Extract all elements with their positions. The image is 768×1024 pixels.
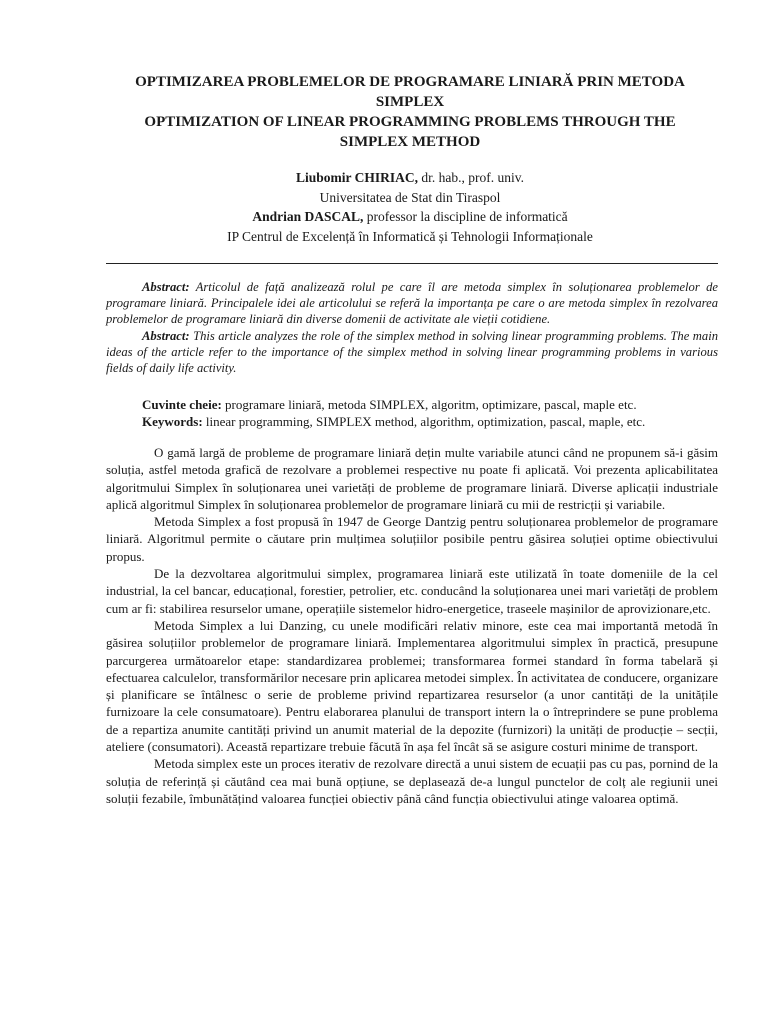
affiliation-2: IP Centrul de Excelență în Informatică și Tehnologii Informaționale [227, 228, 593, 244]
author-2-name: Andrian DASCAL, [252, 209, 364, 224]
abstract-ro [106, 279, 718, 328]
body-text [106, 444, 718, 807]
abstract-en [106, 328, 718, 377]
affiliation-1: Universitatea de Stat din Tiraspol [319, 189, 501, 205]
paper-title [100, 72, 720, 152]
keywords-en-label: Keywords: [142, 414, 203, 429]
abstract-en-text: This article analyzes the role of the simplex method in solving linear programming problems. The main ideas of the article refer to the importance of the simplex method in solving linear programming problems in various fields of daily life activity. [106, 328, 718, 376]
separator-rule [106, 263, 718, 264]
title-ro-line1: OPTIMIZAREA PROBLEMELOR DE PROGRAMARE LINIARĂ PRIN METODA [135, 74, 685, 90]
body-paragraph-1: O gamă largă de probleme de programare liniară dețin multe variabile atunci când ne propunem să-i găsim soluția, astfel metoda grafică de rezolvare a problemei respective nu poate fi aplicată. Voi prezenta aplicabilitatea algoritmului Simplex în soluționarea unei varietăți de probleme de programare liniară. Diverse aplicații industriale aplică algoritmul Simplex în soluționarea problemelor de programare liniară cu mii de restricții și variabile. [106, 445, 718, 512]
author-block [100, 168, 720, 246]
keywords-ro [106, 396, 718, 413]
author-1 [100, 168, 720, 188]
title-en-line1: OPTIMIZATION OF LINEAR PROGRAMMING PROBLEMS THROUGH THE [144, 114, 676, 130]
abstract-ro-label: Abstract: [142, 280, 190, 294]
abstract-block [106, 279, 718, 376]
author-2-title: professor la discipline de informatică [363, 209, 568, 224]
abstract-ro-text: Articolul de față analizează rolul pe care îl are metoda simplex în soluționarea problemelor de programare liniară. Principalele idei ale articolului se referă la importanța pe care o are metoda simplex în rezolvarea problemelor de programare liniară din diverse domenii de activitate ale vieții cotidiene. [106, 280, 718, 327]
author-2 [100, 207, 720, 227]
body-paragraph-2: Metoda Simplex a fost propusă în 1947 de George Dantzig pentru soluționarea problemelor de programare liniară. Algoritmul permite o căutare prin mulțimea soluțiilor posibile pentru găsirea soluției optime obiectivului propus. [106, 514, 718, 564]
body-paragraph-3: De la dezvoltarea algoritmului simplex, programarea liniară este utilizată în toate domeniile de la cel industrial, la cel bancar, educațional, forestier, petrolier, etc. conducând la soluționarea unei mari varietăți de problem cum ar fi: stabilirea resurselor umane, operațiile sistemelor hidro-energetice, traseele mașinilor de aprovizionare,etc. [106, 566, 718, 616]
body-paragraph-5: Metoda simplex este un proces iterativ de rezolvare directă a unui sistem de ecuații pas cu pas, pornind de la soluția de referință și căutând cea mai bună opțiune, se deplasează de-a lungul punctelor de colț ale regiunii unei soluții fezabile, îmbunătățind valoarea funcției obiectiv până când funcția obiectivului atinge valoarea optimă. [106, 756, 718, 806]
title-en-line2: SIMPLEX METHOD [339, 134, 481, 150]
keywords-en [106, 413, 718, 430]
keywords-block [106, 396, 718, 430]
keywords-ro-label: Cuvinte cheie: [142, 397, 222, 412]
author-1-name: Liubomir CHIRIAC, [295, 170, 419, 185]
title-ro-line2: SIMPLEX [375, 94, 445, 110]
keywords-ro-text: programare liniară, metoda SIMPLEX, algoritm, optimizare, pascal, maple etc. [221, 397, 637, 412]
abstract-en-label: Abstract: [142, 328, 190, 343]
author-1-title: dr. hab., prof. univ. [418, 170, 524, 185]
keywords-en-text: linear programming, SIMPLEX method, algorithm, optimization, pascal, maple, etc. [202, 414, 646, 429]
body-paragraph-4: Metoda Simplex a lui Danzing, cu unele modificări relativ minore, este cea mai importantă metodă în găsirea soluțiilor problemelor de programare liniară. Implementarea algoritmului simplex în practică, presupune parcurgerea următoarelor etape: standardizarea problemei; transformarea formei standard în forma tabelară și efectuarea calculelor, transformărilor necesare prin aplicarea metodei simplex. În activitatea de conducere, organizare și planificare se întâlnesc o serie de probleme privind repartizarea resurselor (a unor cantități de la unitățile furnizoare la cele consumatoare). Pentru elaborarea planului de transport intern la o întreprindere se pune problema de a repartiza anumite cantități privind un anumit material de la depozite (furnizori) la unități de producție – secții, ateliere (consumatori). Această repartizare trebuie făcută în așa fel încât să se asigure costuri minime de transport. [106, 617, 718, 755]
